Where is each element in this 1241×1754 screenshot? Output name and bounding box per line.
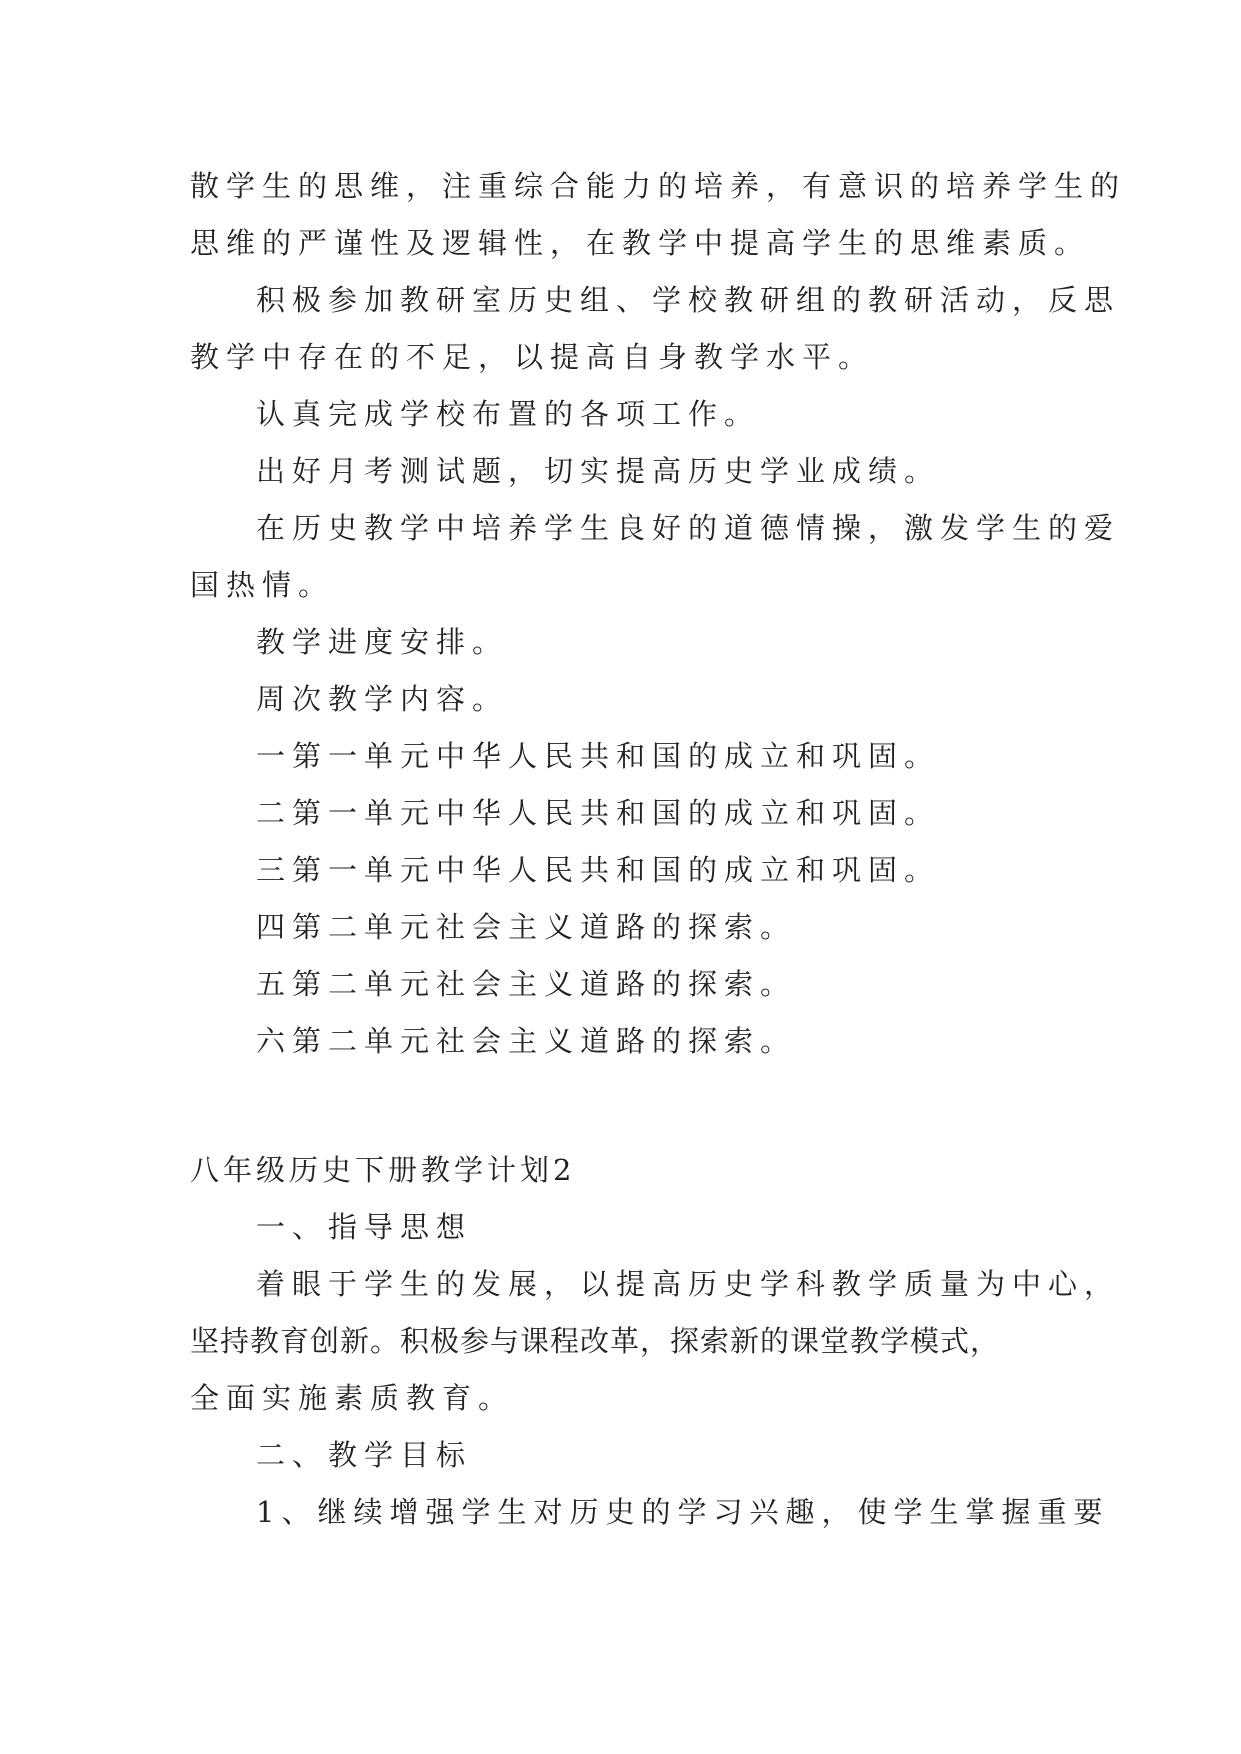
section-title: 八年级历史下册教学计划2 (190, 1153, 576, 1187)
text-line: 散学生的思维，注重综合能力的培养，有意识的培养学生的 (190, 169, 1127, 203)
text-line: 思维的严谨性及逻辑性，在教学中提高学生的思维素质。 (190, 226, 1091, 260)
text-line: 六第二单元社会主义道路的探索。 (256, 1024, 797, 1058)
section-heading: 一、指导思想 (256, 1210, 473, 1244)
section-heading: 二、教学目标 (256, 1438, 473, 1472)
text-line: 国热情。 (190, 568, 335, 602)
text-line: 在历史教学中培养学生良好的道德情操，激发学生的爱 (256, 511, 1121, 545)
text-line: 四第二单元社会主义道路的探索。 (256, 910, 797, 944)
text-line: 教学进度安排。 (256, 625, 509, 659)
text-line: 着眼于学生的发展，以提高历史学科教学质量为中心， (256, 1267, 1121, 1301)
text-line: 教学中存在的不足，以提高自身教学水平。 (190, 340, 875, 374)
text-line: 认真完成学校布置的各项工作。 (256, 397, 761, 431)
text-line: 全面实施素质教育。 (190, 1381, 515, 1415)
text-line: 出好月考测试题，切实提高历史学业成绩。 (256, 454, 941, 488)
text-line: 三第一单元中华人民共和国的成立和巩固。 (256, 853, 941, 887)
text-line: 周次教学内容。 (256, 682, 509, 716)
text-line: 二第一单元中华人民共和国的成立和巩固。 (256, 796, 941, 830)
text-line: 坚持教育创新。积极参与课程改革，探索新的课堂教学模式， (190, 1324, 1001, 1358)
text-line: 积极参加教研室历史组、学校教研组的教研活动，反思 (256, 283, 1121, 317)
text-line: 一第一单元中华人民共和国的成立和巩固。 (256, 739, 941, 773)
text-line: 五第二单元社会主义道路的探索。 (256, 967, 797, 1001)
text-line: 1、继续增强学生对历史的学习兴趣，使学生掌握重要 (256, 1495, 1110, 1529)
